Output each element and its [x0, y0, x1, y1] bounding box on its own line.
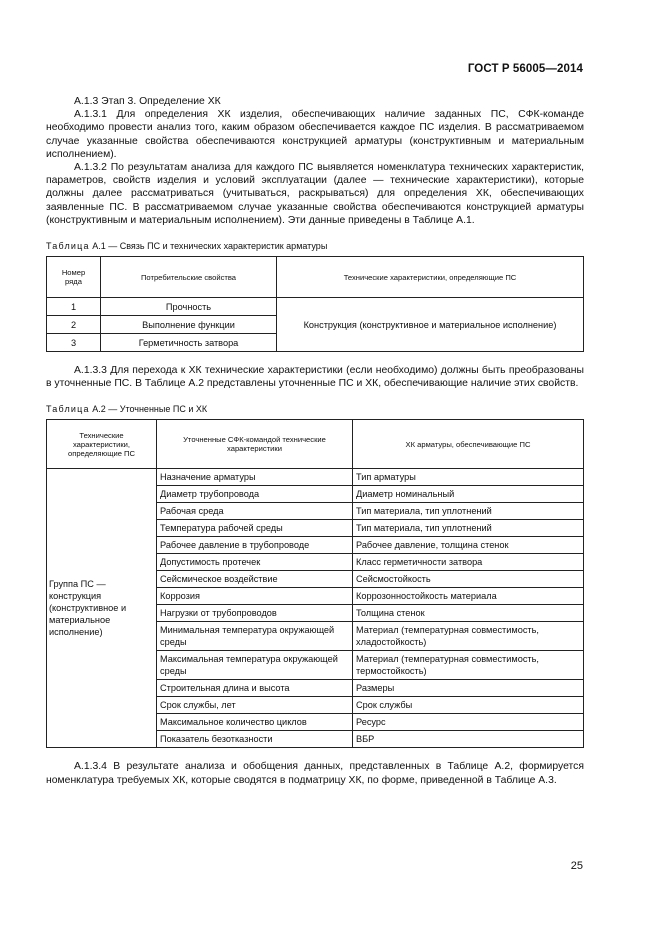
table2-row-hk: Коррозонностойкость материала: [353, 588, 584, 605]
table2-row-ps: Температура рабочей среды: [157, 520, 353, 537]
table2-caption-label: Таблица: [46, 404, 90, 415]
table2-row-ps: Рабочая среда: [157, 503, 353, 520]
table1-row-prop: Выполнение функции: [101, 316, 277, 334]
table2-row-ps: Максимальное количество циклов: [157, 714, 353, 731]
table1-header-tech: Технические характеристики, определяющие ПС: [277, 257, 584, 298]
table2-header-hk: ХК арматуры, обеспечивающие ПС: [353, 420, 584, 469]
table2-row-ps: Диаметр трубопровода: [157, 486, 353, 503]
table2-caption: [46, 404, 584, 414]
table2-row-hk: Толщина стенок: [353, 605, 584, 622]
table2-row-ps: Допустимость протечек: [157, 554, 353, 571]
table1-row-num: 1: [47, 298, 101, 316]
table1-row-num: 3: [47, 334, 101, 352]
table2-row-hk: Материал (температурная совместимость, хладостойкость): [353, 622, 584, 651]
page-content: [46, 95, 584, 787]
table2-row-hk: Класс герметичности затвора: [353, 554, 584, 571]
table1-merged-cell: Конструкция (конструктивное и материальное исполнение): [277, 298, 584, 352]
table2-row-ps: Срок службы, лет: [157, 697, 353, 714]
table2-group-cell: Группа ПС — конструкция (конструктивное и материальное исполнение): [47, 469, 157, 748]
table2-row-hk: ВБР: [353, 731, 584, 748]
section-heading: А.1.3 Этап 3. Определение ХК: [74, 96, 221, 107]
table1-row-prop: Прочность: [101, 298, 277, 316]
table1-header-props: Потребительские свойства: [101, 257, 277, 298]
document-header: ГОСТ Р 56005—2014: [467, 63, 583, 75]
table2-row-hk: Размеры: [353, 680, 584, 697]
table2-caption-text: А.2 — Уточненные ПС и ХК: [92, 404, 208, 415]
table2-row-hk: Материал (температурная совместимость, термостойкость): [353, 651, 584, 680]
table2-row-ps: Рабочее давление в трубопроводе: [157, 537, 353, 554]
table2-row-hk: Тип арматуры: [353, 469, 584, 486]
table2-row-hk: Тип материала, тип уплотнений: [353, 503, 584, 520]
paragraph-a132: А.1.3.2 По результатам анализа для каждого ПС выявляется номенклатура технических характеристик, параметров, свойств изделия и условий эксплуатации (далее — технические характеристики), которые должны далее рассматриваться (учитываться, раскрываться) для определения ХК, обеспечивающих заявленные ПС. В рассматриваемом случае указанные свойства обеспечиваются конструкцией арматуры (конструктивным и материальным исполнением). Эти данные приведены в Таблице А.1.: [46, 162, 584, 226]
table1-row-num: 2: [47, 316, 101, 334]
table2-row-ps: Коррозия: [157, 588, 353, 605]
table2-row-ps: Нагрузки от трубопроводов: [157, 605, 353, 622]
table2-row-hk: Диаметр номинальный: [353, 486, 584, 503]
table2-header-tech: Технические характеристики, определяющие ПС: [47, 420, 157, 469]
table2-header-refined: Уточненные СФК-командой технические характеристики: [157, 420, 353, 469]
page-number: 25: [570, 860, 583, 872]
paragraph-a133: А.1.3.3 Для перехода к ХК технические характеристики (если необходимо) должны быть преобразованы в уточненные ПС. В Таблице А.2 представлены уточненные ПС и ХК, обеспечивающие наличие этих свойств.: [46, 365, 584, 390]
table2-row-ps: Минимальная температура окружающей среды: [157, 622, 353, 651]
table2-row-hk: Сейсмостойкость: [353, 571, 584, 588]
spacer: [46, 748, 584, 760]
table1-caption-label: Таблица: [46, 241, 90, 252]
table1-caption: [46, 241, 584, 251]
table2-row-ps: Показатель безотказности: [157, 731, 353, 748]
table2-row-hk: Ресурс: [353, 714, 584, 731]
table-a2: [46, 419, 584, 748]
table2-row-ps: Строительная длина и высота: [157, 680, 353, 697]
table1-row-prop: Герметичность затвора: [101, 334, 277, 352]
table-a1: [46, 256, 584, 352]
table2-row-ps: Назначение арматуры: [157, 469, 353, 486]
paragraph-a134: А.1.3.4 В результате анализа и обобщения данных, представленных в Таблице А.2, формируется номенклатура требуемых ХК, которые сводятся в подматрицу ХК, по форме, приведенной в Таблице А.3.: [46, 761, 584, 786]
table2-row-hk: Тип материала, тип уплотнений: [353, 520, 584, 537]
table2-row-hk: Рабочее давление, толщина стенок: [353, 537, 584, 554]
table2-row-ps: Максимальная температура окружающей среды: [157, 651, 353, 680]
table1-header-num: Номер ряда: [47, 257, 101, 298]
paragraph-a131: А.1.3.1 Для определения ХК изделия, обеспечивающих наличие заданных ПС, СФК-команде необходимо провести анализ того, каким образом обеспечивается каждое ПС изделия. В рассматриваемом случае указанные свойства обеспечиваются конструкцией арматуры (конструктивным и материальным исполнением).: [46, 109, 584, 160]
table2-row-hk: Срок службы: [353, 697, 584, 714]
table2-row-ps: Сейсмическое воздействие: [157, 571, 353, 588]
table1-caption-text: А.1 — Связь ПС и технических характеристик арматуры: [92, 241, 328, 252]
